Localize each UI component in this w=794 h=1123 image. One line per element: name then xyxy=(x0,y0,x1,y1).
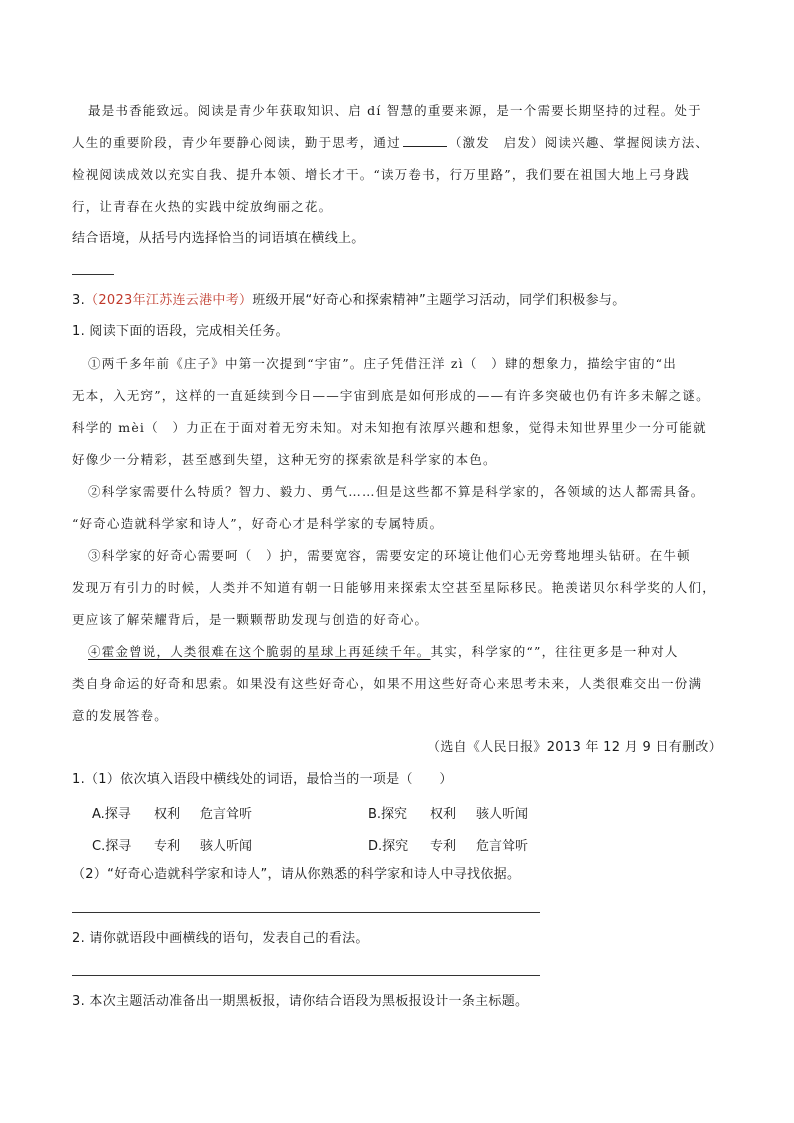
passage-p1-line-4: 好像少一分精彩，甚至感到失望，这种无穷的探索欲是科学家的本色。 xyxy=(72,452,497,467)
exam-source: （ xyxy=(85,293,99,308)
passage-p3-line-2: 发现万有引力的时候，人类并不知道有朝一日能够用来探索太空甚至星际移民。艳羡诺贝尔科学奖的人们， xyxy=(72,580,716,595)
passage-p2-line-2: “好奇心造就科学家和诗人”，好奇心才是科学家的专属特质。 xyxy=(72,516,444,531)
question-1-1: 1.（1）依次填入语段中横线处的词语，最恰当的一项是（ ） xyxy=(72,772,453,787)
task-instruction: 1. 阅读下面的语段，完成相关任务。 xyxy=(72,324,289,339)
question-3-title: 3.（2023年江苏连云港中考）班级开展“好奇心和探索精神”主题学习活动，同学们积极参与。 xyxy=(72,293,626,308)
option-a[interactable]: A.探寻 权利 危言耸听 xyxy=(92,807,253,822)
intro-line-4: 行，让青春在火热的实践中绽放绚丽之花。 xyxy=(72,199,333,214)
passage-citation: （选自《人民日报》2013 年 12 月 9 日有删改） xyxy=(427,740,722,755)
option-d[interactable]: D.探究 专利 危言耸听 xyxy=(368,839,529,854)
intro-line-1: 最是书香能致远。阅读是青少年获取知识、启 dí 智慧的重要来源，是一个需要长期坚持的过程。处于 xyxy=(88,103,702,118)
passage-p3-line-3: 更应该了解荣耀背后，是一颗颗帮助发现与创造的好奇心。 xyxy=(72,612,429,627)
answer-line-short[interactable] xyxy=(72,274,114,275)
intro-line-3: 检视阅读成效以充实自我、提升本领、增长才干。“读万卷书，行万里路”，我们要在祖国大地上弓身践 xyxy=(72,167,690,182)
passage-p3-line-1: ③科学家的好奇心需要呵（ ）护，需要宽容，需要安定的环境让他们心无旁骛地埋头钻研。在牛顿 xyxy=(88,548,691,563)
answer-line-1[interactable] xyxy=(72,912,540,913)
fill-blank[interactable] xyxy=(403,134,447,147)
passage-p1-line-2: 无本，入无窍”，这样的一直延续到今日——宇宙到底是如何形成的——有许多突破也仍有许多未解之谜。 xyxy=(72,388,710,403)
question-2: 2. 请你就语段中画横线的语句，发表自己的看法。 xyxy=(72,931,369,946)
answer-line-2[interactable] xyxy=(72,975,540,976)
passage-p1-line-1: ①两千多年前《庄子》中第一次提到“宇宙”。庄子凭借汪洋 zì（ ）肆的想象力，描绘宇宙的“出 xyxy=(88,356,677,371)
passage-p2-line-1: ②科学家需要什么特质？智力、毅力、勇气……但是这些都不算是科学家的，各领域的达人都需具备。 xyxy=(88,484,705,499)
passage-p1-line-3: 科学的 mèi（ ）力正在于面对着无穷未知。对未知抱有浓厚兴趣和想象，觉得未知世界里少一分可能就 xyxy=(72,420,707,435)
option-c[interactable]: C.探寻 专利 骇人听闻 xyxy=(92,839,253,854)
question-1-2: （2）“好奇心造就科学家和诗人”，请从你熟悉的科学家和诗人中寻找依据。 xyxy=(72,867,521,882)
passage-p4-line-2: 类自身命运的好奇和思索。如果没有这些好奇心，如果不用这些好奇心来思考未来，人类很难交出一份满 xyxy=(72,676,703,691)
exam-source-name: 2023年江苏连云港中考 xyxy=(98,293,240,308)
passage-p4-line-3: 意的发展答卷。 xyxy=(72,708,168,723)
intro-line-2: 人生的重要阶段，青少年要静心阅读，勤于思考，通过 （激发 启发）阅读兴趣、掌握阅读方法、 xyxy=(72,135,710,150)
underlined-sentence: ④霍金曾说，人类很难在这个脆弱的星球上再延续千年。 xyxy=(88,644,431,659)
passage-p4-line-1: ④霍金曾说，人类很难在这个脆弱的星球上再延续千年。其实，科学家的“”，往往更多是一种对人 xyxy=(88,644,679,659)
question-3: 3. 本次主题活动准备出一期黑板报，请你结合语段为黑板报设计一条主标题。 xyxy=(72,994,529,1009)
option-b[interactable]: B.探究 权利 骇人听闻 xyxy=(368,807,529,822)
intro-instruction: 结合语境，从括号内选择恰当的词语填在横线上。 xyxy=(72,231,365,246)
